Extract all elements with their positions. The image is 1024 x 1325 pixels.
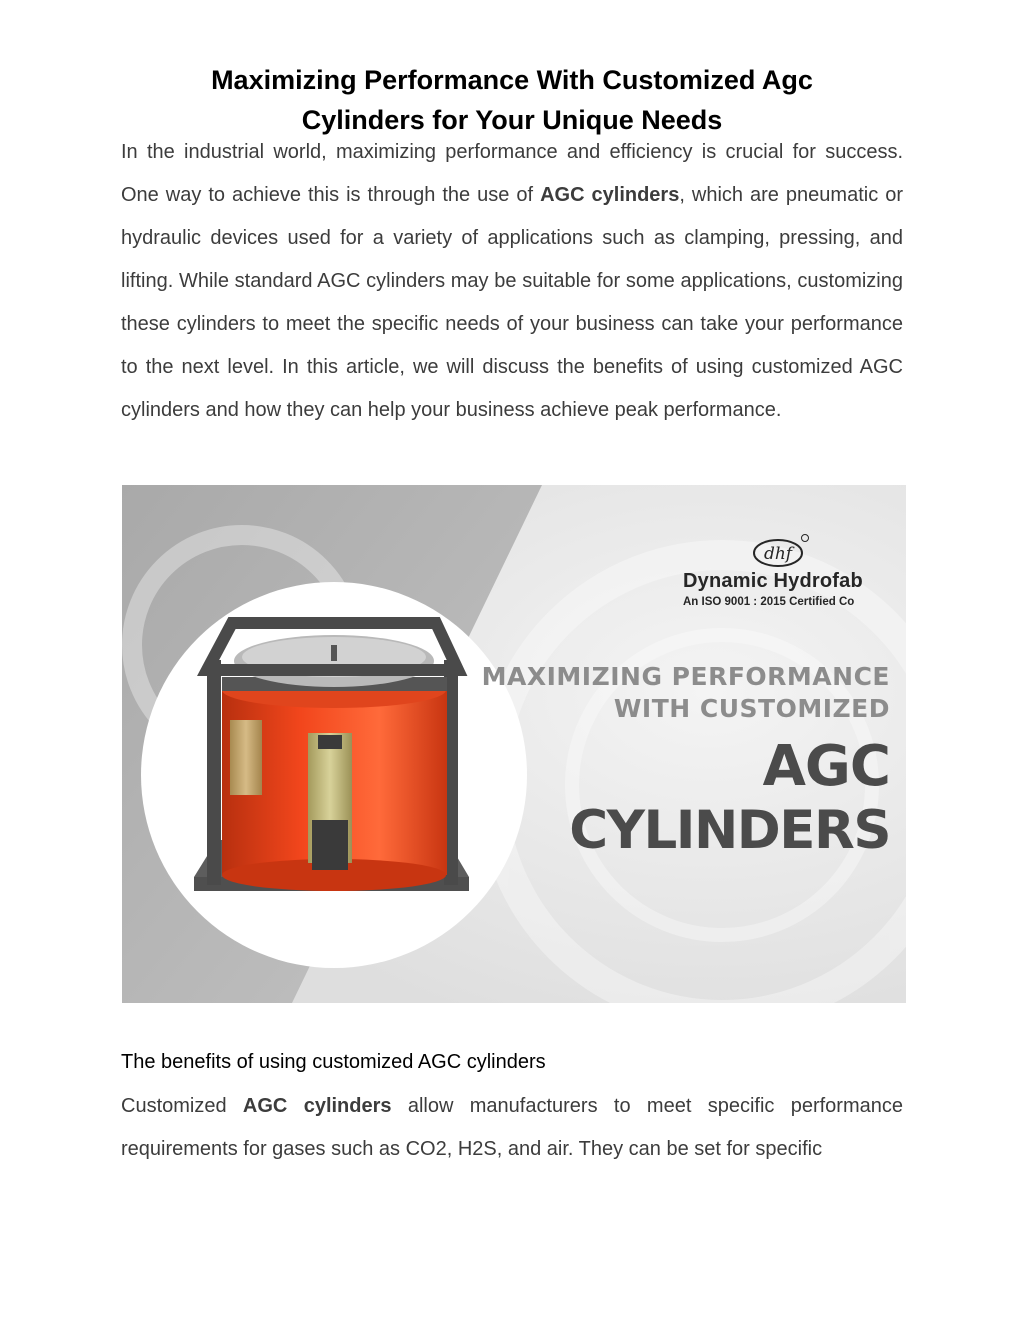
section-heading: The benefits of using customized AGC cylinders (121, 1051, 546, 1073)
title-line-1: Maximizing Performance With Customized Agc (211, 65, 813, 95)
page-title (150, 60, 874, 140)
intro-text-end: , which are pneumatic or hydraulic devices used for a variety of applications such as clamping, pressing, and lifting. While standard AGC cylinders may be suitable for some applications, customizing these cylinders to meet the specific needs of your business can take your performance to the next level. In this article, we will discuss the benefits of using customized AGC cylinders and how they can help your business achieve peak performance. (121, 184, 903, 421)
company-logo-icon (750, 533, 810, 569)
agc-cylinder-product (194, 623, 469, 891)
section-paragraph (121, 1085, 903, 1171)
company-name: Dynamic Hydrofab (683, 570, 863, 592)
intro-paragraph (121, 131, 903, 432)
banner-heading-line-3: AGC (762, 734, 890, 799)
section-bold-term: AGC cylinders (242, 1095, 392, 1117)
intro-text-start: In the industrial world, maximizing performance and efficiency is crucial for success. One way to achieve this is through the use of (121, 141, 903, 206)
logo-lettering: dhf (763, 544, 793, 564)
intro-bold-term: AGC cylinders (540, 184, 680, 206)
banner-heading-line-2: WITH CUSTOMIZED (613, 694, 890, 723)
title-line-2: Cylinders for Your Unique Needs (301, 105, 723, 135)
company-certification: An ISO 9001 : 2015 Certified Co (683, 596, 855, 608)
section-text-end: allow manufacturers to meet specific performance requirements for gases such as CO2, H2S, and air. They can be set for specific (121, 1095, 903, 1160)
banner-heading-line-4: CYLINDERS (569, 800, 890, 861)
banner-heading-line-1: MAXIMIZING PERFORMANCE (481, 662, 890, 691)
section-text-start: Customized (121, 1095, 243, 1117)
